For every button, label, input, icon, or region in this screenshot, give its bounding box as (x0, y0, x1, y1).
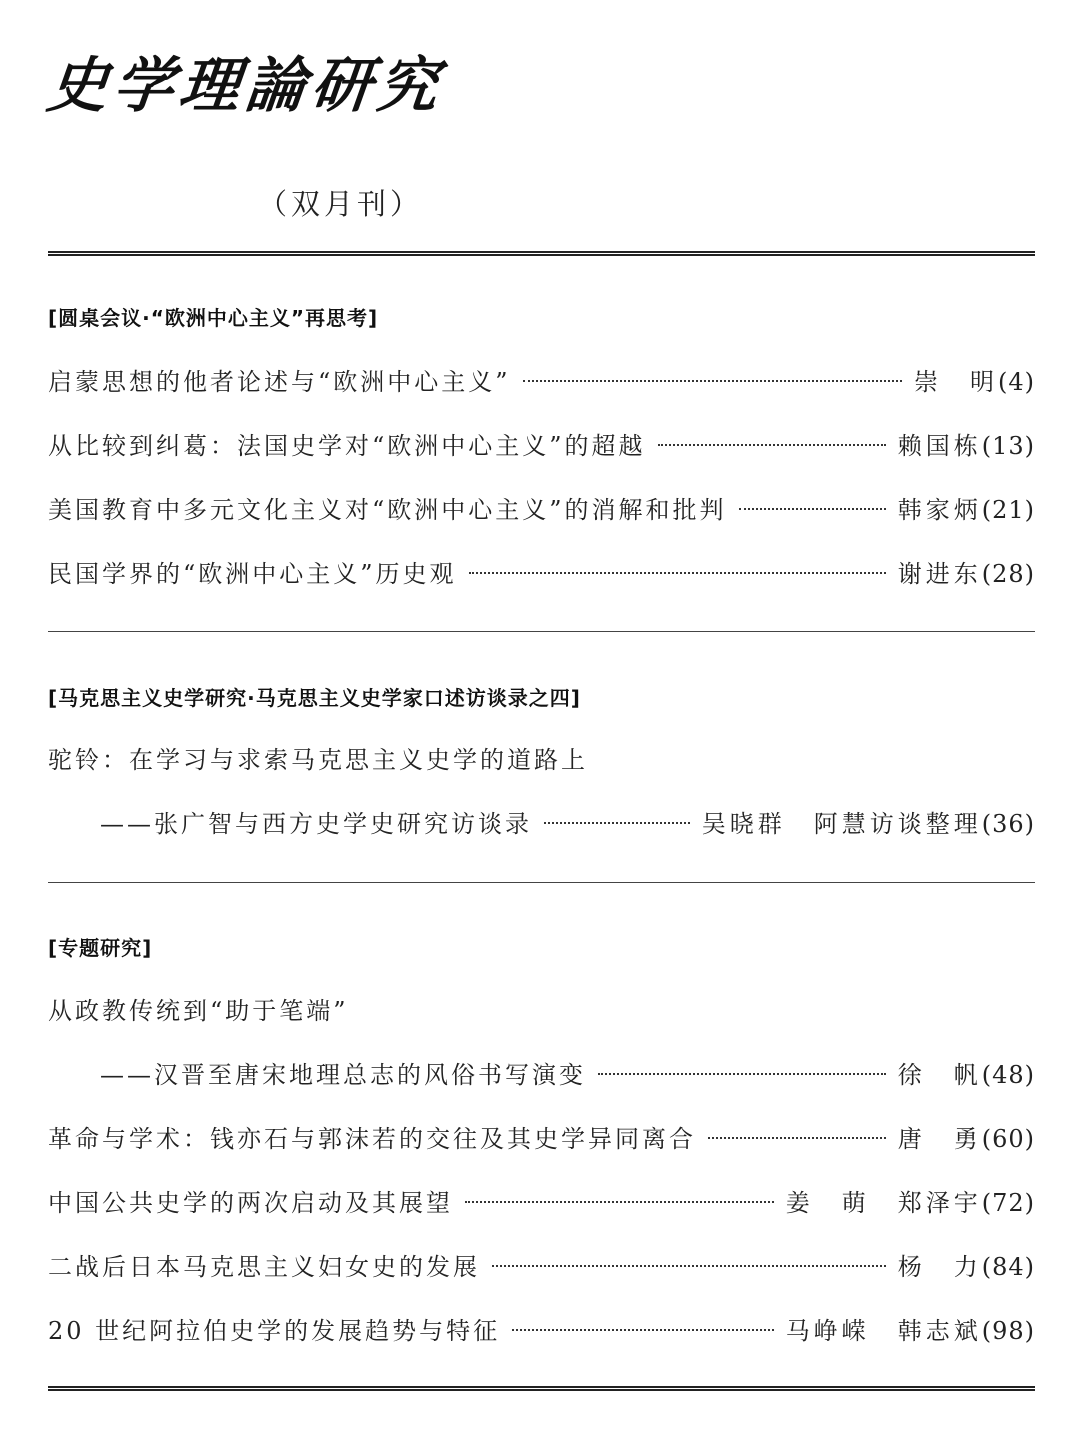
toc-entry[interactable] (48, 1183, 1035, 1218)
entry-title: 启蒙思想的他者论述与“欧洲中心主义” (48, 368, 511, 396)
entry-title: 从比较到纠葛：法国史学对“欧洲中心主义”的超越 (48, 432, 646, 460)
section-divider (48, 631, 1035, 632)
entry-page: (36) (981, 810, 1035, 838)
entry-author: 赖国栋 (897, 432, 982, 460)
top-double-rule (48, 251, 1035, 256)
section-heading-roundtable: [圆桌会议·“欧洲中心主义”再思考] (48, 306, 379, 330)
entry-author: 吴晓群 阿慧访谈整理 (701, 810, 982, 838)
section-heading-marxist-historiography: [马克思主义史学研究·马克思主义史学家口述访谈录之四] (48, 686, 581, 710)
toc-entry-title-line[interactable]: 驼铃：在学习与求索马克思主义史学的道路上 (48, 746, 588, 774)
entry-title: 民国学界的“欧洲中心主义”历史观 (48, 560, 457, 588)
entry-title: 革命与学术：钱亦石与郭沫若的交往及其史学异同离合 (48, 1125, 696, 1153)
entry-page: (72) (981, 1189, 1035, 1217)
entry-page: (98) (981, 1317, 1035, 1345)
toc-entry[interactable] (48, 1311, 1035, 1346)
entry-subtitle: ——张广智与西方史学史研究访谈录 (100, 810, 532, 838)
toc-entry[interactable] (48, 1119, 1035, 1154)
dot-leader (708, 1137, 886, 1139)
entry-page: (28) (981, 560, 1035, 588)
entry-author: 杨 力 (897, 1253, 982, 1281)
section-divider (48, 882, 1035, 883)
entry-subtitle: ——汉晋至唐宋地理总志的风俗书写演变 (100, 1061, 586, 1089)
dot-leader (523, 380, 902, 382)
dot-leader (658, 444, 886, 446)
dot-leader (469, 572, 886, 574)
toc-entry[interactable] (100, 804, 1035, 839)
dot-leader (465, 1201, 774, 1203)
section-heading-special-research: [专题研究] (48, 936, 153, 960)
dot-leader (739, 508, 886, 510)
publication-frequency: （双月刊） (258, 187, 424, 221)
journal-masthead: 史学理論研究 (43, 51, 448, 121)
entry-page: (4) (998, 368, 1035, 396)
entry-author: 徐 帆 (897, 1061, 982, 1089)
dot-leader (544, 822, 690, 824)
entry-author: 崇 明 (914, 368, 998, 396)
entry-page: (21) (981, 496, 1035, 524)
entry-author: 唐 勇 (897, 1125, 982, 1153)
entry-page: (48) (981, 1061, 1035, 1089)
toc-entry[interactable] (48, 1247, 1035, 1282)
toc-entry[interactable] (100, 1055, 1035, 1090)
entry-page: (84) (981, 1253, 1035, 1281)
toc-entry-title-line[interactable]: 从政教传统到“助于笔端” (48, 997, 349, 1025)
entry-title: 20 世纪阿拉伯史学的发展趋势与特征 (48, 1317, 501, 1345)
toc-entry[interactable] (48, 362, 1035, 397)
entry-author: 韩家炳 (897, 496, 982, 524)
toc-entry[interactable] (48, 490, 1035, 525)
dot-leader (492, 1265, 886, 1267)
bottom-double-rule (48, 1386, 1035, 1391)
dot-leader (598, 1073, 886, 1075)
entry-title: 中国公共史学的两次启动及其展望 (48, 1189, 453, 1217)
toc-entry[interactable] (48, 554, 1035, 589)
entry-title: 二战后日本马克思主义妇女史的发展 (48, 1253, 480, 1281)
entry-title: 美国教育中多元文化主义对“欧洲中心主义”的消解和批判 (48, 496, 727, 524)
toc-entry[interactable] (48, 426, 1035, 461)
dot-leader (512, 1329, 774, 1331)
entry-page: (60) (981, 1125, 1035, 1153)
entry-author: 马峥嵘 韩志斌 (785, 1317, 982, 1345)
entry-author: 谢进东 (897, 560, 982, 588)
entry-author: 姜 萌 郑泽宇 (785, 1189, 982, 1217)
entry-page: (13) (981, 432, 1035, 460)
